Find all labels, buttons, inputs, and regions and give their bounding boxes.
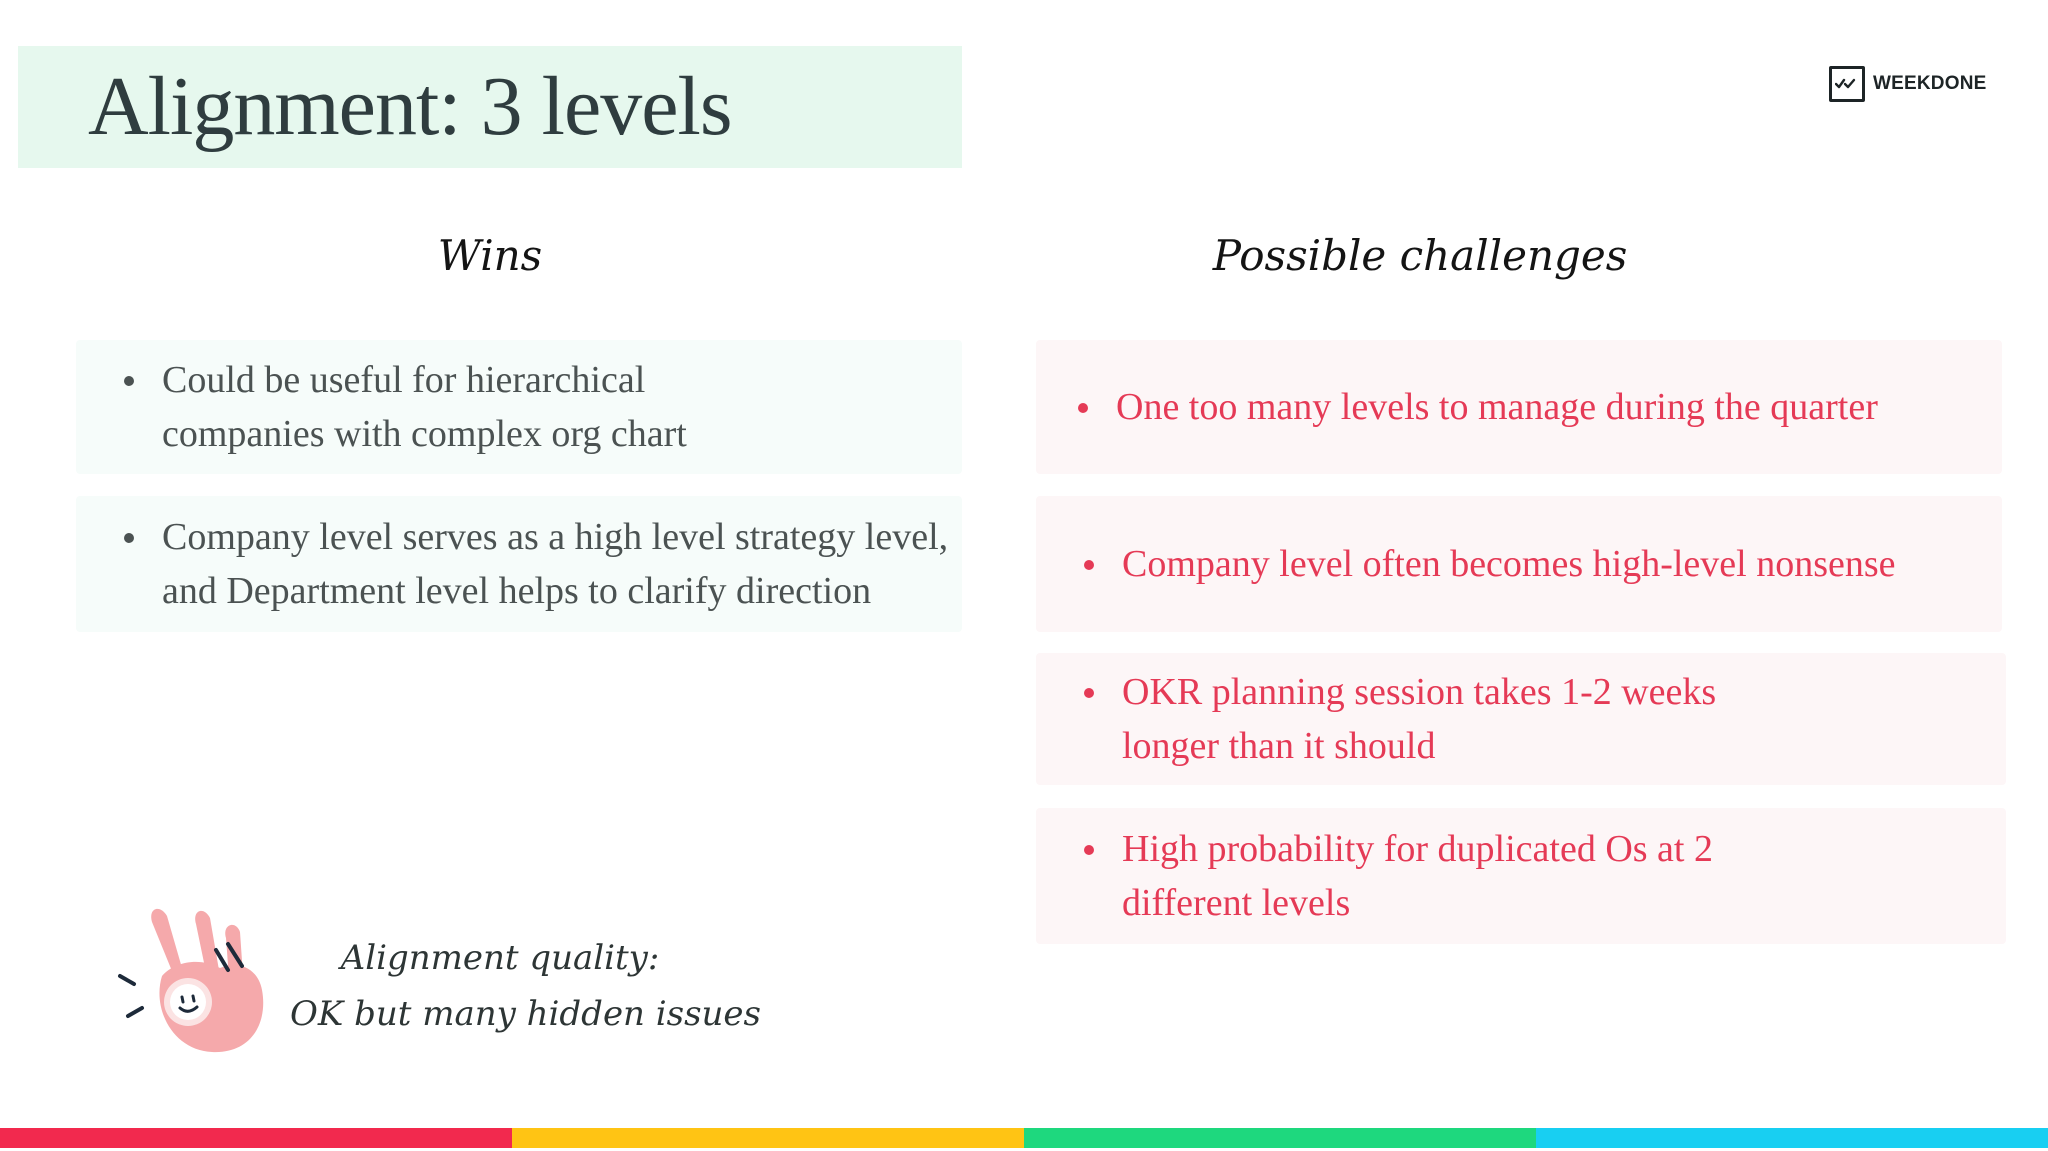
challenge-card — [1036, 808, 2006, 944]
win-item — [162, 353, 962, 461]
challenge-item-line: longer than it should — [1122, 725, 1436, 767]
challenge-list — [1036, 665, 2006, 773]
slide-title: Alignment: 3 levels — [88, 60, 732, 153]
challenge-card — [1036, 496, 2002, 632]
win-item-line: Company level serves as a high level strategy level, — [162, 516, 949, 558]
win-list — [76, 353, 962, 461]
challenge-item — [1122, 822, 2006, 930]
wins-heading: Wins — [437, 231, 543, 280]
challenge-list — [1036, 380, 2002, 434]
quality-value: OK but many hidden issues — [290, 994, 762, 1034]
challenge-item-line: OKR planning session takes 1-2 weeks — [1122, 671, 1717, 713]
challenge-card — [1036, 340, 2002, 474]
win-list — [76, 510, 962, 618]
win-item — [162, 510, 962, 618]
brand-color-bar — [0, 1128, 2048, 1148]
color-bar-segment — [0, 1128, 512, 1148]
challenge-item — [1122, 665, 2006, 773]
brand-logo — [1829, 66, 1987, 102]
brand-name: WEEKDONE — [1873, 73, 1987, 94]
quality-label: Alignment quality: — [340, 938, 660, 978]
challenge-item-line: Company level often becomes high-level nonsense — [1122, 543, 1896, 585]
color-bar-segment — [1024, 1128, 1536, 1148]
challenge-item — [1122, 537, 2002, 591]
win-item-line: Could be useful for hierarchical — [162, 359, 646, 401]
challenge-item-line: High probability for duplicated Os at 2 — [1122, 828, 1713, 870]
challenge-item-line: One too many levels to manage during the quarter — [1116, 386, 1878, 428]
win-card — [76, 340, 962, 474]
challenge-item-line: different levels — [1122, 882, 1351, 924]
color-bar-segment — [1536, 1128, 2048, 1148]
challenge-item — [1116, 380, 2002, 434]
win-item-line: companies with complex org chart — [162, 413, 687, 455]
ok-hand-icon — [112, 898, 282, 1058]
win-item-line: and Department level helps to clarify direction — [162, 570, 872, 612]
challenge-list — [1036, 822, 2006, 930]
win-card — [76, 496, 962, 632]
alignment-quality — [290, 930, 762, 1042]
color-bar-segment — [512, 1128, 1024, 1148]
checkmarks-box-icon — [1829, 66, 1865, 102]
challenge-card — [1036, 653, 2006, 785]
challenges-heading: Possible challenges — [1212, 231, 1628, 280]
challenge-list — [1036, 537, 2002, 591]
